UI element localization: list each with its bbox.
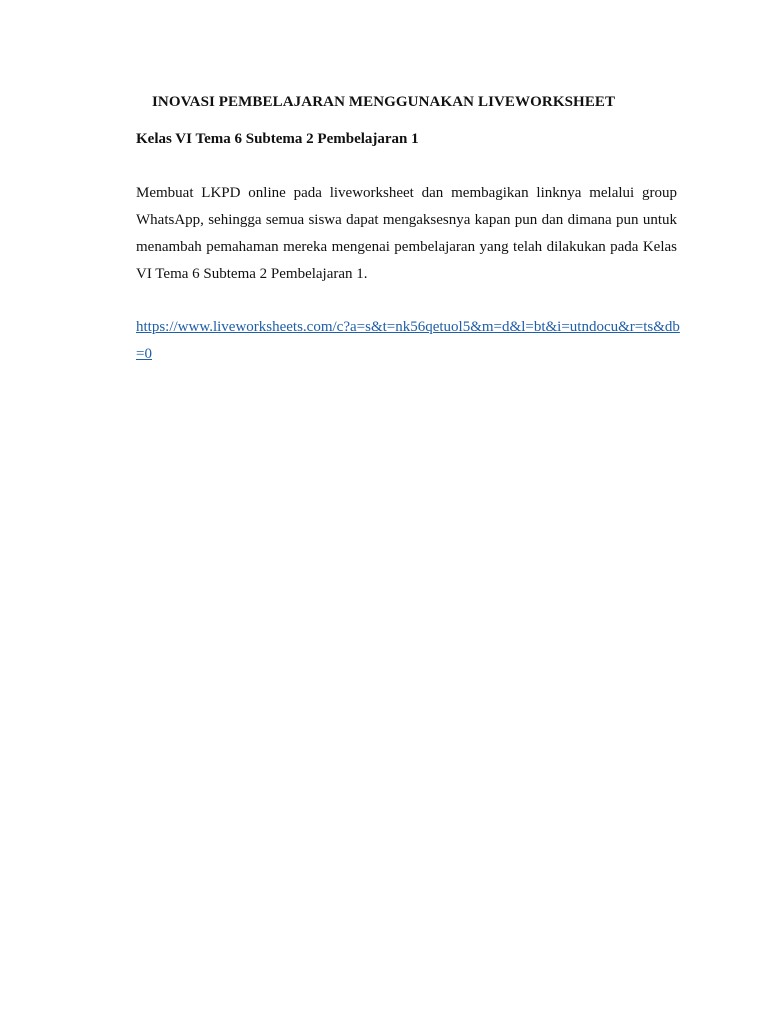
liveworksheet-link[interactable]: https://www.liveworksheets.com/c?a=s&t=nk56qetuol5&m=d&l=bt&i=utndocu&r=ts&db=0 xyxy=(136,319,680,362)
document-subtitle: Kelas VI Tema 6 Subtema 2 Pembelajaran 1 xyxy=(136,131,419,147)
body-paragraph: Membuat LKPD online pada liveworksheet dan membagikan linknya melalui group WhatsApp, sehingga semua siswa dapat mengaksesnya kapan pun dan dimana pun untuk menambah pemahaman mereka mengenai pembelajaran yang telah dilakukan pada Kelas VI Tema 6 Subtema 2 Pembelajaran 1. xyxy=(136,185,677,282)
document-title: INOVASI PEMBELAJARAN MENGGUNAKAN LIVEWORKSHEET xyxy=(152,94,616,110)
